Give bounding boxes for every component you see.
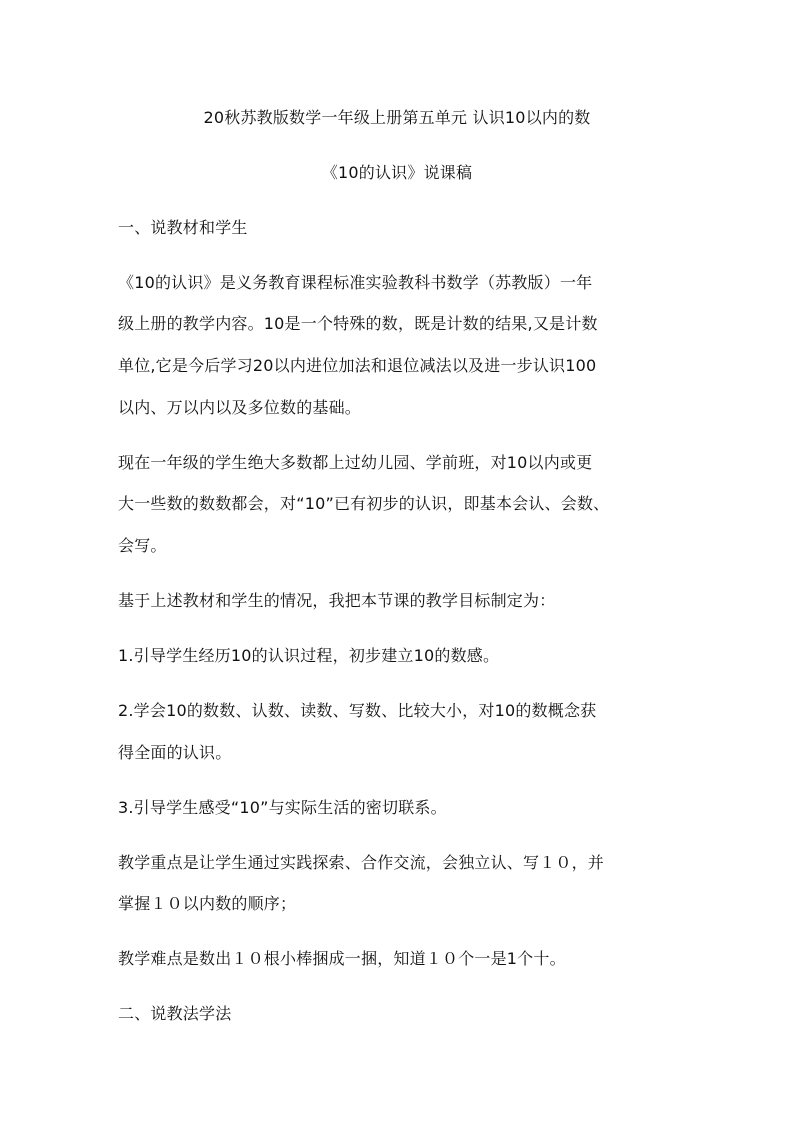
- teaching-difficulty: 教学难点是数出１０根小棒捆成一捆，知道１０个一是1个十。: [118, 949, 566, 968]
- document-title: 20秋苏教版数学一年级上册第五单元 认识10以内的数: [203, 108, 591, 127]
- paragraph-line: 会写。: [118, 536, 167, 555]
- paragraph-line: 《10的认识》是义务教育课程标准实验教科书数学（苏教版）一年: [118, 273, 593, 292]
- paragraph-line: 单位,它是今后学习20以内进位加法和退位减法以及进一步认识100: [118, 356, 597, 375]
- document-subtitle: 《10的认识》说课稿: [321, 163, 473, 182]
- teaching-goal-2-continued: 得全面的认识。: [118, 743, 232, 762]
- teaching-goal-3: 3.引导学生感受“10”与实际生活的密切联系。: [118, 798, 447, 817]
- paragraph-line: 现在一年级的学生绝大多数都上过幼儿园、学前班，对10以内或更: [118, 453, 593, 472]
- paragraph-line: 以内、万以内以及多位数的基础。: [118, 398, 362, 417]
- teaching-key-point: 教学重点是让学生通过实践探索、合作交流，会独立认、写１０，并: [118, 853, 605, 872]
- paragraph-line: 级上册的教学内容。10是一个特殊的数，既是计数的结果,又是计数: [118, 314, 598, 333]
- section-heading-teaching-methods: 二、说教法学法: [118, 1004, 232, 1023]
- paragraph-line: 大一些数的数数都会，对“10”已有初步的认识，即基本会认、会数、: [118, 494, 610, 513]
- paragraph-line: 基于上述教材和学生的情况，我把本节课的教学目标制定为：: [118, 591, 556, 610]
- teaching-goal-2: 2.学会10的数数、认数、读数、写数、比较大小，对10的数概念获: [118, 701, 597, 720]
- teaching-goal-1: 1.引导学生经历10的认识过程，初步建立10的数感。: [118, 646, 500, 665]
- section-heading-materials-students: 一、说教材和学生: [118, 218, 248, 237]
- teaching-key-point-continued: 掌握１０以内数的顺序；: [118, 894, 297, 913]
